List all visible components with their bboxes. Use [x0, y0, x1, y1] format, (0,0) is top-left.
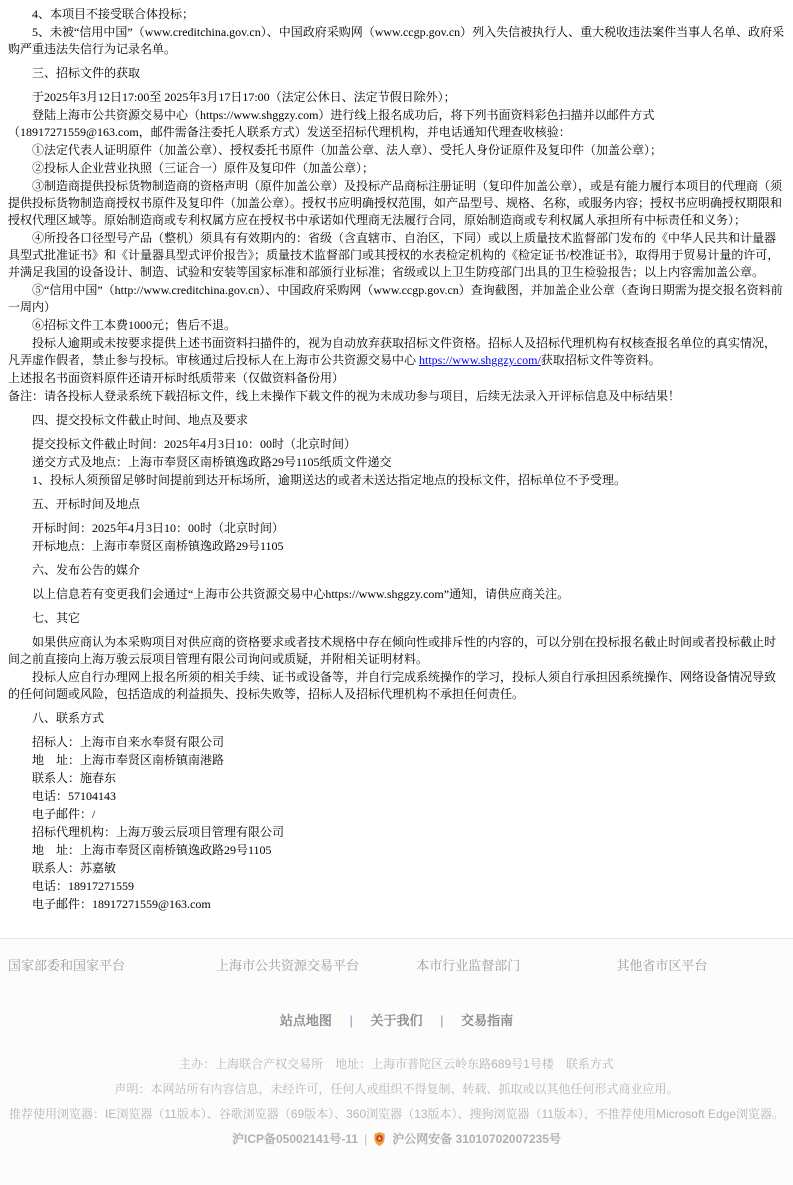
heading-other: 七、其它 — [32, 611, 81, 625]
para-media-notice: 以上信息若有变更我们会通过“上海市公共资源交易中心https://www.shggzy.com”通知，请供应商关注。 — [32, 587, 570, 601]
footer-icp-row — [0, 1130, 793, 1147]
footer-column-shanghai-platform[interactable]: 上海市公共资源交易平台 — [216, 958, 360, 973]
item-2-business-license: ②投标人企业营业执照（三证合一）原件及复印件（加盖公章）； — [32, 161, 375, 175]
contact-agency-email: 电子邮件：18917271559@163.com — [32, 897, 211, 911]
footer-browser-line: 推荐使用浏览器：IE浏览器（11版本）、谷歌浏览器（69版本）、360浏览器（13版本）、搜狗浏览器（11版本），不推荐使用Microsoft Edge浏览器。 — [8, 1107, 784, 1121]
contact-tenderer-phone: 电话：57104143 — [32, 789, 117, 803]
nav-separator: | — [440, 1013, 444, 1028]
footer-column-industry-supervision[interactable]: 本市行业监督部门 — [416, 958, 521, 973]
footer-host-line: 主办：上海联合产权交易所 地址：上海市普陀区云岭东路689号1号楼 联系方式 — [179, 1057, 614, 1071]
contact-tenderer: 招标人：上海市自来水奉贤有限公司 — [32, 735, 225, 749]
footer-statement-line: 声明：本网站所有内容信息，未经许可，任何人或组织不得复制、转载、抓取或以其他任何形式商业应用。 — [114, 1082, 679, 1096]
icp-separator: | — [364, 1131, 368, 1146]
para-note: 备注：请各投标人登录系统下载招标文件，线上未操作下载文件的视为未成功参与项目，后续无法录入开评标信息及中标结果！ — [8, 389, 681, 403]
heading-bid-opening: 五、开标时间及地点 — [32, 497, 141, 511]
footer-fine-print — [0, 1055, 793, 1147]
heading-contact: 八、联系方式 — [32, 711, 105, 725]
police-badge-icon — [373, 1132, 386, 1146]
item-3-manufacturer: ③制造商提供投标货物制造商的资格声明（原件加盖公章）及投标产品商标注册证明（复印件加盖公章），或是有能力履行本项目的代理商（须提供投标货物制造商授权书原件及复印件（加盖公章）。授权书应明确授权范围，如产品型号、规格、名称，或服务内容；授权书应明确授权期限和授权代理区域等。原始制造商或专利权属方应在授权书中承诺如代理商无法履行合同，原始制造商或专利权属人承担所有中标责任和义务）； — [8, 179, 783, 227]
nav-separator: | — [349, 1013, 353, 1028]
contact-tenderer-email: 电子邮件：/ — [32, 807, 96, 821]
police-record-link[interactable]: 沪公网安备 31010702007235号 — [392, 1132, 561, 1146]
footer-column-national-platforms[interactable]: 国家部委和国家平台 — [8, 958, 126, 973]
footer-nav-sitemap[interactable]: 站点地图 — [279, 1013, 332, 1028]
para-objection: 如果供应商认为本采购项目对供应商的资格要求或者技术规格中存在倾向性或排斥性的内容的，可以分别在投标报名截止时间或者投标截止时间之前直接向上海万骏云辰项目管理有限公司询问或质疑，并附相关证明材料。 — [8, 635, 777, 666]
contact-tenderer-person: 联系人：施春东 — [32, 771, 117, 785]
contact-tenderer-address: 地 址：上海市奉贤区南桥镇南港路 — [32, 753, 225, 767]
para-submission-deadline: 提交投标文件截止时间：2025年4月3日10：00时（北京时间） — [32, 437, 357, 451]
clause-credit-blacklist: 5、未被“信用中国”（www.creditchina.gov.cn）、中国政府采购网（www.ccgp.gov.cn）列入失信被执行人、重大税收违法案件当事人名单、政府采购严重违法失信行为记录名单。 — [8, 25, 785, 56]
para-arrival-requirement: 1、投标人须预留足够时间提前到达开标场所，逾期送达的或者未送达指定地点的投标文件，招标单位不予受理。 — [32, 473, 627, 487]
para-registration: 登陆上海市公共资源交易中心（https://www.shggzy.com）进行线上报名成功后，将下列书面资料彩色扫描并以邮件方式（18917271559@163.com，邮件需备注委托人联系方式）发送至招标代理机构，并电话通知代理查收核验： — [8, 108, 655, 139]
item-1-legal-rep: ①法定代表人证明原件（加盖公章）、授权委托书原件（加盖公章、法人章）、受托人身份证原件及复印件（加盖公章）； — [32, 143, 663, 157]
footer-nav-guide[interactable]: 交易指南 — [461, 1013, 514, 1028]
clause-no-consortium: 4、本项目不接受联合体投标； — [32, 7, 195, 21]
para-delivery-place: 递交方式及地点：上海市奉贤区南桥镇逸政路29号1105纸质文件递交 — [32, 455, 392, 469]
contact-agency-address: 地 址：上海市奉贤区南桥镇逸政路29号1105 — [32, 843, 272, 857]
contact-agency: 招标代理机构：上海万骏云辰项目管理有限公司 — [32, 825, 285, 839]
contact-agency-person: 联系人：苏嘉敏 — [32, 861, 117, 875]
heading-media: 六、发布公告的媒介 — [32, 563, 141, 577]
para-self-service: 投标人应自行办理网上报名所须的相关手续、证书或设备等，并自行完成系统操作的学习，投标人须自行承担因系统操作、网络设备情况导致的任何问题或风险，包括造成的利益损失、投标失败等，招标人及招标代理机构不承担任何责任。 — [8, 670, 777, 701]
heading-doc-acquisition: 三、招标文件的获取 — [32, 66, 141, 80]
footer-nav — [0, 1010, 793, 1029]
item-5-credit-screenshot: ⑤“信用中国”（http://www.creditchina.gov.cn）、中国政府采购网（www.ccgp.gov.cn）查询截图，并加盖企业公章（查询日期需为提交报名资料前一周内） — [8, 283, 783, 314]
para-time-window: 于2025年3月12日17:00至 2025年3月17日17:00（法定公休日、法定节假日除外）； — [32, 90, 456, 104]
para-opening-time: 开标时间：2025年4月3日10：00时（北京时间） — [32, 521, 285, 535]
site-footer — [0, 938, 793, 1185]
shggzy-link[interactable]: https://www.shggzy.com/ — [419, 353, 541, 367]
footer-platform-columns — [0, 955, 793, 974]
contact-agency-phone: 电话：18917271559 — [32, 879, 135, 893]
para-original-materials: 上述报名书面资料原件还请开标时纸质带来（仅做资料备份用） — [8, 371, 345, 385]
para-opening-place: 开标地点：上海市奉贤区南桥镇逸政路29号1105 — [32, 539, 284, 553]
footer-column-other-provinces[interactable]: 其他省市区平台 — [616, 958, 708, 973]
footer-nav-about[interactable]: 关于我们 — [370, 1013, 423, 1028]
item-6-doc-fee: ⑥招标文件工本费1000元；售后不退。 — [32, 318, 237, 332]
icp-number-link[interactable]: 沪ICP备05002141号-11 — [232, 1132, 359, 1146]
para-overdue: 投标人逾期或未按要求提供上述书面资料扫描件的，视为自动放弃获取招标文件资格。招标人及招标代理机构有权核查报名单位的真实情况，凡弄虚作假者，禁止参与投标。审核通过后投标人在上海市公共资源交易中心 https://www.shggzy.com/获取招标文件等资料。 — [8, 336, 777, 367]
item-4-certificates: ④所投各口径型号产品（整机）须具有有效期内的：省级（含直辖市、自治区，下同）或以上质量技术监督部门发布的《中华人民共和计量器具型式批准证书》和《计量器具型式评价报告》；质量技术监督部门或其授权的水表检定机构的《检定证书/校准证书》，取得用于贸易计量的许可，并满足我国的设备设计、制造、试验和安装等国家标准和部颁行业标准；省级或以上卫生防疫部门出具的卫生检验报告；以上内容需加盖公章。 — [8, 231, 780, 279]
heading-submission: 四、提交投标文件截止时间、地点及要求 — [32, 413, 249, 427]
